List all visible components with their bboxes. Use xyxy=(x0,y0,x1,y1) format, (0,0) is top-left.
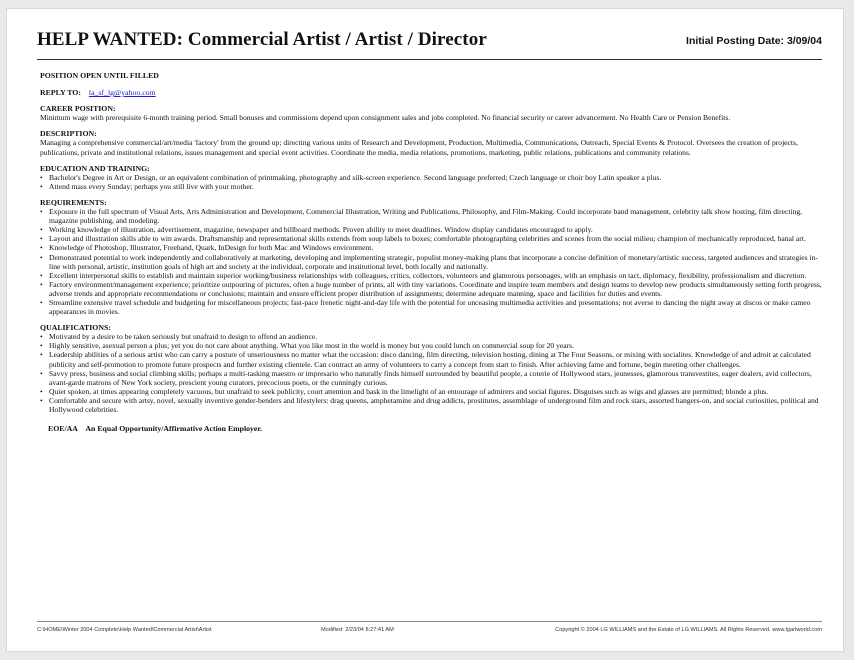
list-item: • Layout and illustration skills able to win awards. Draftsmanship and representational skills extends from soup labels to boxes; comfortable photographing celebrities and scenes from the social milieu; champion of mechanically reproduced, banal art. xyxy=(49,234,822,243)
list-item: • Streamline extensive travel schedule and budgeting for miscellaneous projects; fast-pace frenetic night-and-day life with the potential for unceasing multimedia activities and presentations; not averse to dancing the night away at discos or make cameo appearances in movies. xyxy=(49,298,822,316)
document-body xyxy=(40,71,822,433)
header-divider xyxy=(37,59,822,60)
footer-file-path: C:\HOME\Winter 2004 Complete\Help Wanted\Commercial Artist\Artist xyxy=(37,627,212,633)
document-page xyxy=(6,8,844,652)
career-heading: CAREER POSITION: xyxy=(40,104,116,114)
page-title: HELP WANTED: Commercial Artist / Artist / Director xyxy=(37,29,487,50)
footer-divider xyxy=(37,621,822,622)
list-item: • Quiet spoken, at times appearing completely vacuous, but unafraid to seek publicity, court attention and bask in the limelight of an entourage of admirers and social figures. Disguises such as wigs and glasses are permitted; blonde a plus. xyxy=(49,387,822,396)
education-list xyxy=(40,173,822,191)
requirements-heading: REQUIREMENTS: xyxy=(40,197,107,207)
qualifications-list xyxy=(40,332,822,414)
reply-to-row xyxy=(40,88,822,97)
position-open-heading: POSITION OPEN UNTIL FILLED xyxy=(40,71,159,80)
list-item: • Working knowledge of illustration, advertisement, magazine, newspaper and billboard methods. Proven ability to meet deadlines. Window display candidates encouraged to apply. xyxy=(49,225,822,234)
list-item: • Savvy press, business and social climbing skills; perhaps a multi-tasking maestro or impresario who naturally finds himself surrounded by beautiful people, a coterie of Hollywood stars, jeunesses, glamorous transvestites, eager dealers, avid collectors, avant-garde matrons of New York society, prescient young curators, precocious poets, or the cunningly curious. xyxy=(49,369,822,387)
list-item: • Motivated by a desire to be taken seriously but unafraid to design to offend an audience. xyxy=(49,332,822,341)
qualifications-heading: QUALIFICATIONS: xyxy=(40,323,111,333)
list-item: • Leadership abilities of a serious artist who can carry a posture of unseriousness no matter what the occasion: disco dancing, film directing, television hosting, dining at The Four Seasons, or mixing with socialites. Knowledge of and adroit at calculated publicity and self-promotion to promote future prospects and further existing clientele. Can contract an army of volunteers to carry a concept from start to finish. After achieving fame and fortune, begin meeting other challenges. xyxy=(49,350,822,368)
description-text: Managing a comprehensive commercial/art/media 'factory' from the ground up; directing various units of Research and Development, Production, Multimedia, Communications, Outreach, Special Events & Protocol. Oversees the creation of projects, publications, private and institutional relations, issues management and special event activities. Coordinate the media, media relations, promotions, marketing, public relations, publications and community relations. xyxy=(40,138,798,157)
header xyxy=(37,29,822,59)
eoe-text: An Equal Opportunity/Affirmative Action Employer. xyxy=(85,424,263,434)
requirements-list xyxy=(40,207,822,316)
list-item: • Comfortable and secure with artsy, novel, sexually inventive gender-benders and lifestylers: drag queens, amphetamine and drug addicts, prostitutes, assemblage of underground film and rock stars, assorted hangers-on, and social curiosities, political and Hollywood celebrities. xyxy=(49,396,822,414)
list-item: • Exposure in the full spectrum of Visual Arts, Arts Administration and Development, Commercial Illustration, Writing and Publications, Philosophy, and Film-Making. Could incorporate band management, celebrity talk show hosting, film directing, magazine publishing, and modeling. xyxy=(49,207,822,225)
eoe-statement xyxy=(48,424,822,433)
list-item: • Bachelor's Degree in Art or Design, or an equivalent combination of printmaking, photography and silk-screen experience. Second language preferred; Czech language or choir boy Latin speaker a plus. xyxy=(49,173,822,182)
list-item: • Demonstrated potential to work independently and collaboratively at marketing, developing and implementing strategic, populist money-making plans that incorporate a concise definition of monetary/artistic success, targeted audiences and strategies in-line with personal, artistic, institution goals of high art and society at the individual, corporate and institutional level, both locally and nationally. xyxy=(49,253,822,271)
footer-modified: Modified: 2/23/04 8:27:41 AM xyxy=(321,627,394,633)
list-item: • Factory environment/management experience; prioritize outpouring of pictures, often a huge number of prints, all with tiny variations. Coordinate and inspire team members and design teams to develop new products simultaneously setting forth progress, adverse trends and appropriate recommendations or conclusions; maintain and ensure efficient proper distribution of assignments; determine adequate manning, space and facilities for duties and events. xyxy=(49,280,822,298)
eoe-label: EOE/AA xyxy=(48,424,78,434)
footer xyxy=(37,627,822,639)
list-item: • Attend mass every Sunday; perhaps you still live with your mother. xyxy=(49,182,822,191)
education-heading: EDUCATION AND TRAINING: xyxy=(40,163,150,173)
list-item: • Knowledge of Photoshop, Illustrator, Freehand, Quark, InDesign for both Mac and Windows environment. xyxy=(49,243,822,252)
reply-to-label: REPLY TO: xyxy=(40,88,81,98)
reply-email-link[interactable]: la_sf_lg@yahoo.com xyxy=(88,88,156,98)
description-heading: DESCRIPTION: xyxy=(40,129,97,139)
footer-copyright: Copyright © 2004 LG WILLIAMS and the Estate of LG WILLIAMS. All Rights Reserved. www.lgartworld.com xyxy=(555,627,822,633)
list-item: • Excellent interpersonal skills to establish and maintain superior working/business relationships with colleagues, critics, collectors, volunteers and glamorous personages, with an emphasis on tact, diplomacy, flexibility, professionalism and discretion. xyxy=(49,271,822,280)
career-text: Minimum wage with prerequisite 6-month training period. Small bonuses and commissions depend upon consignment sales and jobs completed. No financial security or career advancement. No Health Care or Pension Benefits. xyxy=(40,113,731,123)
posting-date: Initial Posting Date: 3/09/04 xyxy=(686,35,822,47)
list-item: • Highly sensitive, asexual person a plus; yet you do not care about anything. What you like most in the world is money but you could lunch on commercial soup for 20 years. xyxy=(49,341,822,350)
